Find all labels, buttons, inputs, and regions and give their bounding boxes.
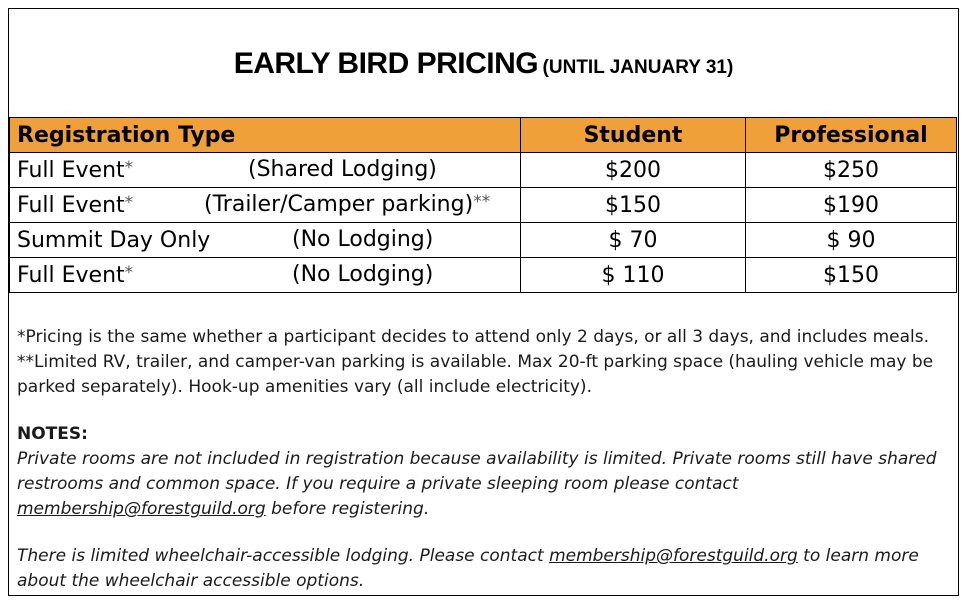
row-type-cell — [10, 153, 521, 188]
pricing-table — [9, 117, 957, 293]
row-type-cell — [10, 258, 521, 293]
title-sub: (UNTIL JANUARY 31) — [542, 57, 734, 78]
row-mark: * — [124, 262, 134, 283]
header-registration-type: Registration Type — [10, 118, 521, 153]
row-type: Full Event — [17, 192, 125, 218]
row-lodging — [292, 262, 433, 287]
row-type: Full Event — [17, 262, 125, 288]
table-header-row — [10, 118, 957, 153]
note-private-rooms — [17, 447, 947, 522]
footnote-parking: **Limited RV, trailer, and camper-van parking is available. Max 20-ft parking space (hauling vehicle may be parked separately). Hook-up amenities vary (all include electricity). — [17, 352, 934, 397]
notes-section — [17, 325, 947, 594]
table-row — [10, 153, 957, 188]
header-student: Student — [521, 118, 746, 153]
row-lodging — [204, 192, 490, 217]
row-student-price: $ 110 — [521, 258, 746, 293]
note-wheelchair-after: to learn more about the wheelchair accessible options. — [17, 546, 919, 591]
page-title — [9, 47, 958, 81]
notes-header: NOTES: — [17, 424, 88, 444]
row-student-price: $200 — [521, 153, 746, 188]
row-lodging-text: (Shared Lodging) — [248, 157, 437, 182]
note-private-rooms-text: Private rooms are not included in registration because availability is limited. Private rooms still have shared restrooms and common space. If you require a private sleeping room please contact — [17, 449, 937, 494]
row-lodging-text: (No Lodging) — [292, 262, 434, 287]
row-professional-price: $ 90 — [746, 223, 957, 258]
row-type: Full Event — [17, 157, 125, 183]
note-wheelchair-text: There is limited wheelchair-accessible lodging. Please contact — [17, 546, 550, 566]
row-mark: * — [124, 192, 134, 213]
row-student-price: $150 — [521, 188, 746, 223]
membership-email-link[interactable]: membership@forestguild.org — [17, 499, 266, 519]
row-lodging-mark: ** — [473, 192, 491, 212]
row-type: Summit Day Only — [17, 227, 211, 253]
row-lodging-text: (Trailer/Camper parking) — [204, 192, 474, 217]
row-professional-price: $250 — [746, 153, 957, 188]
row-lodging — [248, 157, 437, 182]
row-lodging — [292, 227, 433, 252]
pricing-document — [8, 8, 959, 596]
table-row — [10, 188, 957, 223]
footnote-pricing: *Pricing is the same whether a participant decides to attend only 2 days, or all 3 days, and includes meals. — [17, 327, 930, 347]
row-lodging-text: (No Lodging) — [292, 227, 434, 252]
note-private-rooms-after: before registering. — [265, 499, 430, 519]
row-type-cell — [10, 188, 521, 223]
note-wheelchair — [17, 544, 947, 594]
membership-email-link-2[interactable]: membership@forestguild.org — [549, 546, 798, 566]
title-main: EARLY BIRD PRICING — [233, 47, 539, 80]
row-mark: * — [124, 157, 134, 178]
row-professional-price: $150 — [746, 258, 957, 293]
table-row — [10, 223, 957, 258]
table-row — [10, 258, 957, 293]
row-type-cell — [10, 223, 521, 258]
row-professional-price: $190 — [746, 188, 957, 223]
header-professional: Professional — [746, 118, 957, 153]
row-student-price: $ 70 — [521, 223, 746, 258]
